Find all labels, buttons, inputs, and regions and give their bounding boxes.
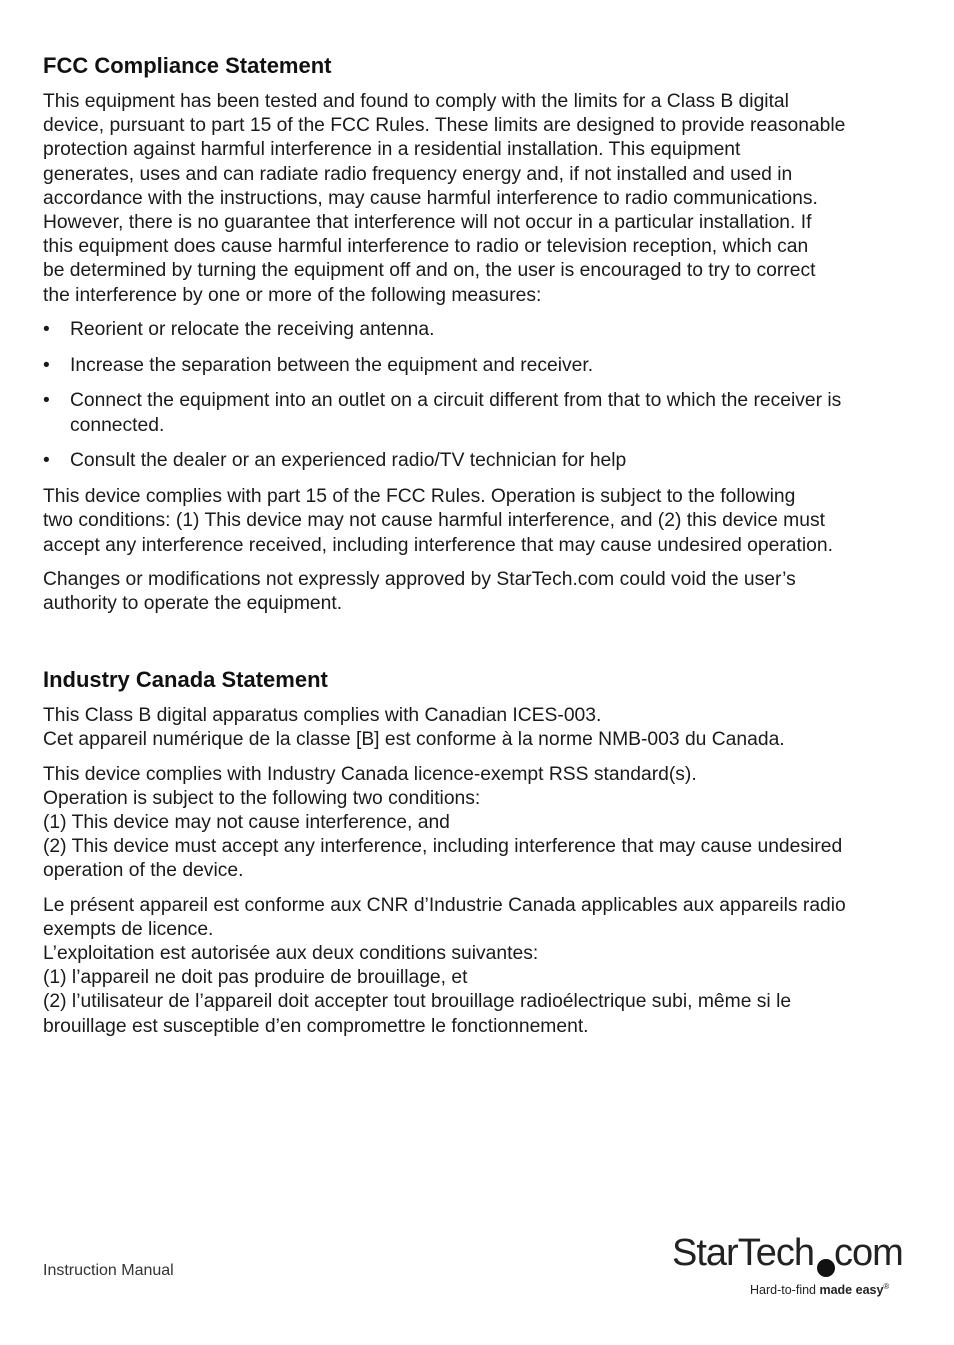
text-line: generates, uses and can radiate radio frequency energy and, if not installed and used in bbox=[43, 163, 793, 185]
fcc-changes bbox=[43, 568, 915, 616]
canada-rss-fr bbox=[43, 894, 915, 1039]
text-line: brouillage est susceptible d’en compromettre le fonctionnement. bbox=[43, 1015, 589, 1037]
text-line: be determined by turning the equipment off and on, the user is encouraged to try to correct bbox=[43, 260, 816, 282]
text-line: This device complies with part 15 of the FCC Rules. Operation is subject to the following bbox=[43, 486, 796, 508]
list-item bbox=[43, 354, 915, 378]
list-item bbox=[43, 318, 915, 342]
fcc-heading: FCC Compliance Statement bbox=[43, 53, 332, 78]
startech-logo bbox=[672, 1232, 912, 1302]
text-line: the interference by one or more of the following measures: bbox=[43, 284, 542, 306]
text-line: protection against harmful interference in a residential installation. This equipment bbox=[43, 139, 741, 161]
list-item-text: Connect the equipment into an outlet on a circuit different from that to which the receiver is connected. bbox=[70, 390, 842, 436]
list-item-text: Consult the dealer or an experienced radio/TV technician for help bbox=[70, 450, 627, 472]
section-spacer bbox=[43, 626, 915, 666]
text-line: authority to operate the equipment. bbox=[43, 593, 343, 615]
text-line: two conditions: (1) This device may not cause harmful interference, and (2) this device must bbox=[43, 510, 825, 532]
text-line: (2) This device must accept any interference, including interference that may cause undesired bbox=[43, 836, 843, 858]
logo-tagline bbox=[750, 1282, 889, 1297]
text-line: device, pursuant to part 15 of the FCC Rules. These limits are designed to provide reasonable bbox=[43, 115, 846, 137]
list-item bbox=[43, 389, 915, 437]
text-line: this equipment does cause harmful interference to radio or television reception, which can bbox=[43, 236, 809, 258]
bullet-icon: • bbox=[43, 318, 50, 340]
text-line: This device complies with Industry Canada licence-exempt RSS standard(s). bbox=[43, 763, 697, 785]
text-line: This equipment has been tested and found to comply with the limits for a Class B digital bbox=[43, 91, 789, 112]
footer-label: Instruction Manual bbox=[43, 1262, 174, 1279]
canada-ices bbox=[43, 704, 915, 752]
logo-wordmark: StarTech bbox=[672, 1232, 814, 1274]
canada-heading: Industry Canada Statement bbox=[43, 667, 328, 693]
list-item-text: Increase the separation between the equipment and receiver. bbox=[70, 354, 594, 376]
text-line: Changes or modifications not expressly approved by StarTech.com could void the user’s bbox=[43, 568, 796, 590]
text-line: However, there is no guarantee that interference will not occur in a particular installation. If bbox=[43, 212, 812, 234]
registered-mark: ® bbox=[883, 1282, 890, 1291]
document-body bbox=[43, 52, 915, 1049]
text-line: Operation is subject to the following two conditions: bbox=[43, 787, 481, 809]
text-line: accordance with the instructions, may cause harmful interference to radio communications. bbox=[43, 187, 818, 209]
text-line: This Class B digital apparatus complies with Canadian ICES-003. bbox=[43, 705, 602, 727]
text-line: accept any interference received, including interference that may cause undesired operation. bbox=[43, 534, 833, 556]
tagline-bold: made easy bbox=[819, 1283, 884, 1298]
logo-dot-icon bbox=[816, 1258, 836, 1278]
text-line: Le présent appareil est conforme aux CNR d’Industrie Canada applicables aux appareils radio bbox=[43, 894, 846, 916]
text-line: exempts de licence. bbox=[43, 918, 214, 940]
list-item-text: Reorient or relocate the receiving antenna. bbox=[70, 318, 435, 340]
fcc-compliance bbox=[43, 485, 915, 558]
text-line: (2) l’utilisateur de l’appareil doit accepter tout brouillage radioélectrique subi, même si le bbox=[43, 991, 792, 1013]
tagline-plain: Hard-to-find bbox=[750, 1283, 820, 1298]
canada-rss-en bbox=[43, 763, 915, 884]
text-line: (1) l’appareil ne doit pas produire de brouillage, et bbox=[43, 967, 468, 989]
text-line: Cet appareil numérique de la classe [B] est conforme à la norme NMB-003 du Canada. bbox=[43, 729, 785, 751]
logo-com: com bbox=[834, 1232, 903, 1274]
text-line: (1) This device may not cause interference, and bbox=[43, 812, 450, 834]
text-line: operation of the device. bbox=[43, 860, 244, 882]
bullet-icon: • bbox=[43, 450, 50, 472]
fcc-measures-list bbox=[43, 318, 915, 474]
text-line: L’exploitation est autorisée aux deux conditions suivantes: bbox=[43, 943, 539, 965]
list-item bbox=[43, 449, 915, 473]
bullet-icon: • bbox=[43, 354, 50, 376]
bullet-icon: • bbox=[43, 390, 50, 412]
fcc-intro bbox=[43, 90, 915, 308]
